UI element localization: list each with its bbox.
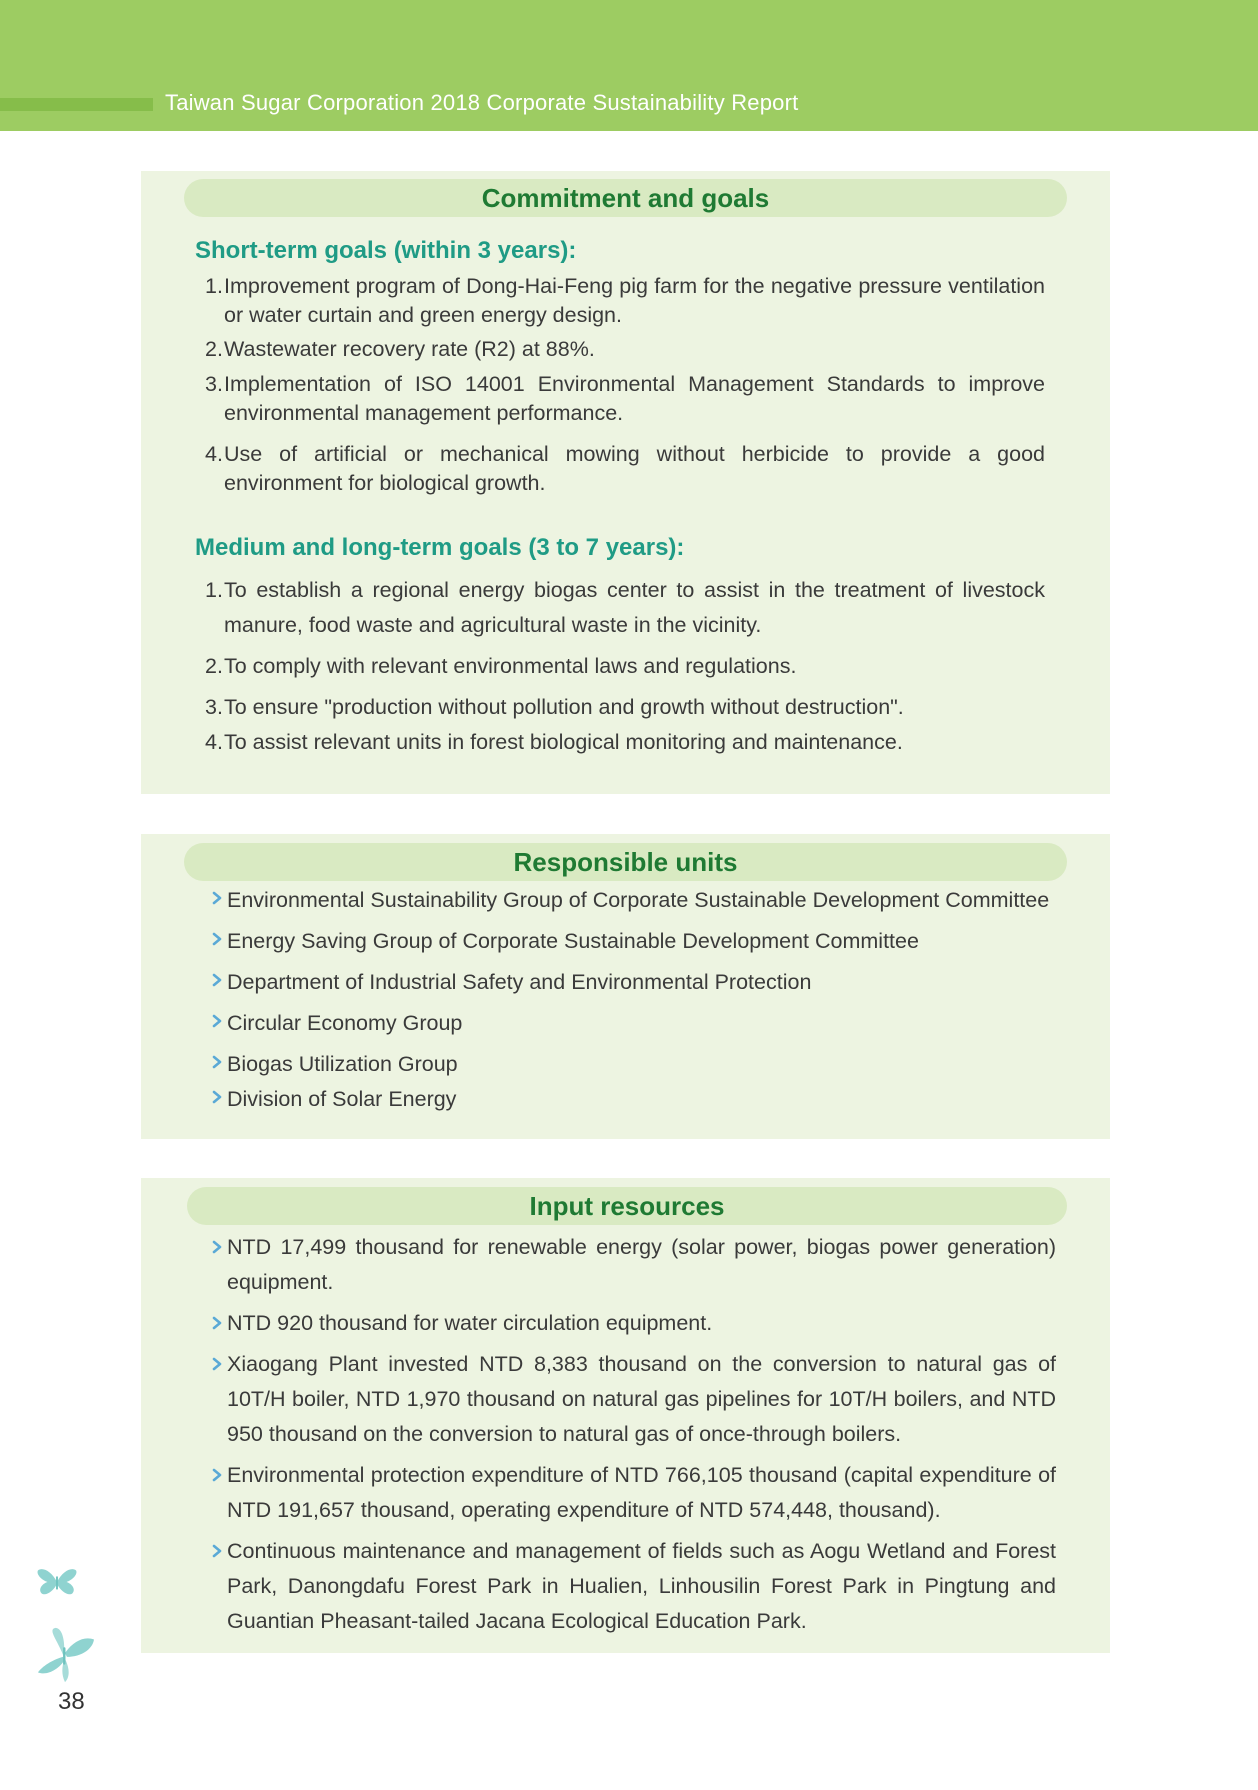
list-item: 4. To assist relevant units in forest biological monitoring and maintenance. xyxy=(205,730,903,754)
list-item: NTD 17,499 thousand for renewable energy (solar power, biogas power generation) equipment. xyxy=(212,1230,1056,1300)
list-item: 2. To comply with relevant environmental laws and regulations. xyxy=(205,654,797,678)
medium-term-list xyxy=(205,573,1045,760)
chevron-right-icon xyxy=(212,891,222,905)
list-item: Energy Saving Group of Corporate Sustainable Development Committee xyxy=(212,927,1052,956)
commitment-title: Commitment and goals xyxy=(184,179,1067,217)
header-stripe xyxy=(0,98,153,111)
input-list xyxy=(212,1230,1056,1639)
input-panel xyxy=(141,1178,1110,1653)
list-item: NTD 920 thousand for water circulation equipment. xyxy=(212,1306,1056,1341)
butterfly-icon xyxy=(34,1626,96,1684)
short-term-list xyxy=(205,272,1045,498)
short-term-heading: Short-term goals (within 3 years): xyxy=(195,237,577,264)
butterfly-icon xyxy=(36,1564,78,1600)
chevron-right-icon xyxy=(212,1316,222,1330)
chevron-right-icon xyxy=(212,1055,222,1069)
chevron-right-icon xyxy=(212,973,222,987)
list-item: 1. To establish a regional energy biogas center to assist in the treatment of livestock manure, food waste and agricultural waste in the vicinity. xyxy=(205,578,1045,637)
report-title: Taiwan Sugar Corporation 2018 Corporate Sustainability Report xyxy=(165,90,799,115)
list-item: 1. Improvement program of Dong-Hai-Feng pig farm for the negative pressure ventilation or water curtain and green energy design. xyxy=(205,274,1045,327)
chevron-right-icon xyxy=(212,1357,222,1371)
list-item: Environmental Sustainability Group of Corporate Sustainable Development Committee xyxy=(212,886,1052,915)
list-item: Department of Industrial Safety and Environmental Protection xyxy=(212,968,1052,997)
chevron-right-icon xyxy=(212,1468,222,1482)
chevron-right-icon xyxy=(212,1014,222,1028)
medium-term-heading: Medium and long-term goals (3 to 7 years): xyxy=(195,534,685,561)
list-item: 4. Use of artificial or mechanical mowing without herbicide to provide a good environment for biological growth. xyxy=(205,442,1045,495)
commitment-panel xyxy=(141,171,1110,794)
responsible-list xyxy=(212,886,1052,1114)
page-number: 38 xyxy=(58,1688,85,1715)
chevron-right-icon xyxy=(212,932,222,946)
list-item: 2. Wastewater recovery rate (R2) at 88%. xyxy=(205,337,595,361)
list-item: Circular Economy Group xyxy=(212,1009,1052,1038)
list-item: Division of Solar Energy xyxy=(212,1085,1052,1114)
list-item: 3. To ensure "production without pollution and growth without destruction". xyxy=(205,695,904,719)
responsible-title: Responsible units xyxy=(184,843,1067,881)
list-item: 3. Implementation of ISO 14001 Environmental Management Standards to improve environmental management performance. xyxy=(205,372,1045,425)
input-title: Input resources xyxy=(187,1187,1067,1225)
chevron-right-icon xyxy=(212,1090,222,1104)
header-band xyxy=(0,0,1258,131)
list-item: Environmental protection expenditure of NTD 766,105 thousand (capital expenditure of NTD 191,657 thousand, operating expenditure of NTD 574,448, thousand). xyxy=(212,1458,1056,1528)
list-item: Biogas Utilization Group xyxy=(212,1050,1052,1079)
chevron-right-icon xyxy=(212,1240,222,1254)
responsible-panel xyxy=(141,834,1110,1139)
list-item: Xiaogang Plant invested NTD 8,383 thousand on the conversion to natural gas of 10T/H boiler, NTD 1,970 thousand on natural gas pipelines for 10T/H boilers, and NTD 950 thousand on the conversion to natural gas of once-through boilers. xyxy=(212,1347,1056,1452)
list-item: Continuous maintenance and management of fields such as Aogu Wetland and Forest Park, Danongdafu Forest Park in Hualien, Linhousilin Forest Park in Pingtung and Guantian Pheasant-tailed Jacana Ecological Education Park. xyxy=(212,1534,1056,1639)
chevron-right-icon xyxy=(212,1544,222,1558)
